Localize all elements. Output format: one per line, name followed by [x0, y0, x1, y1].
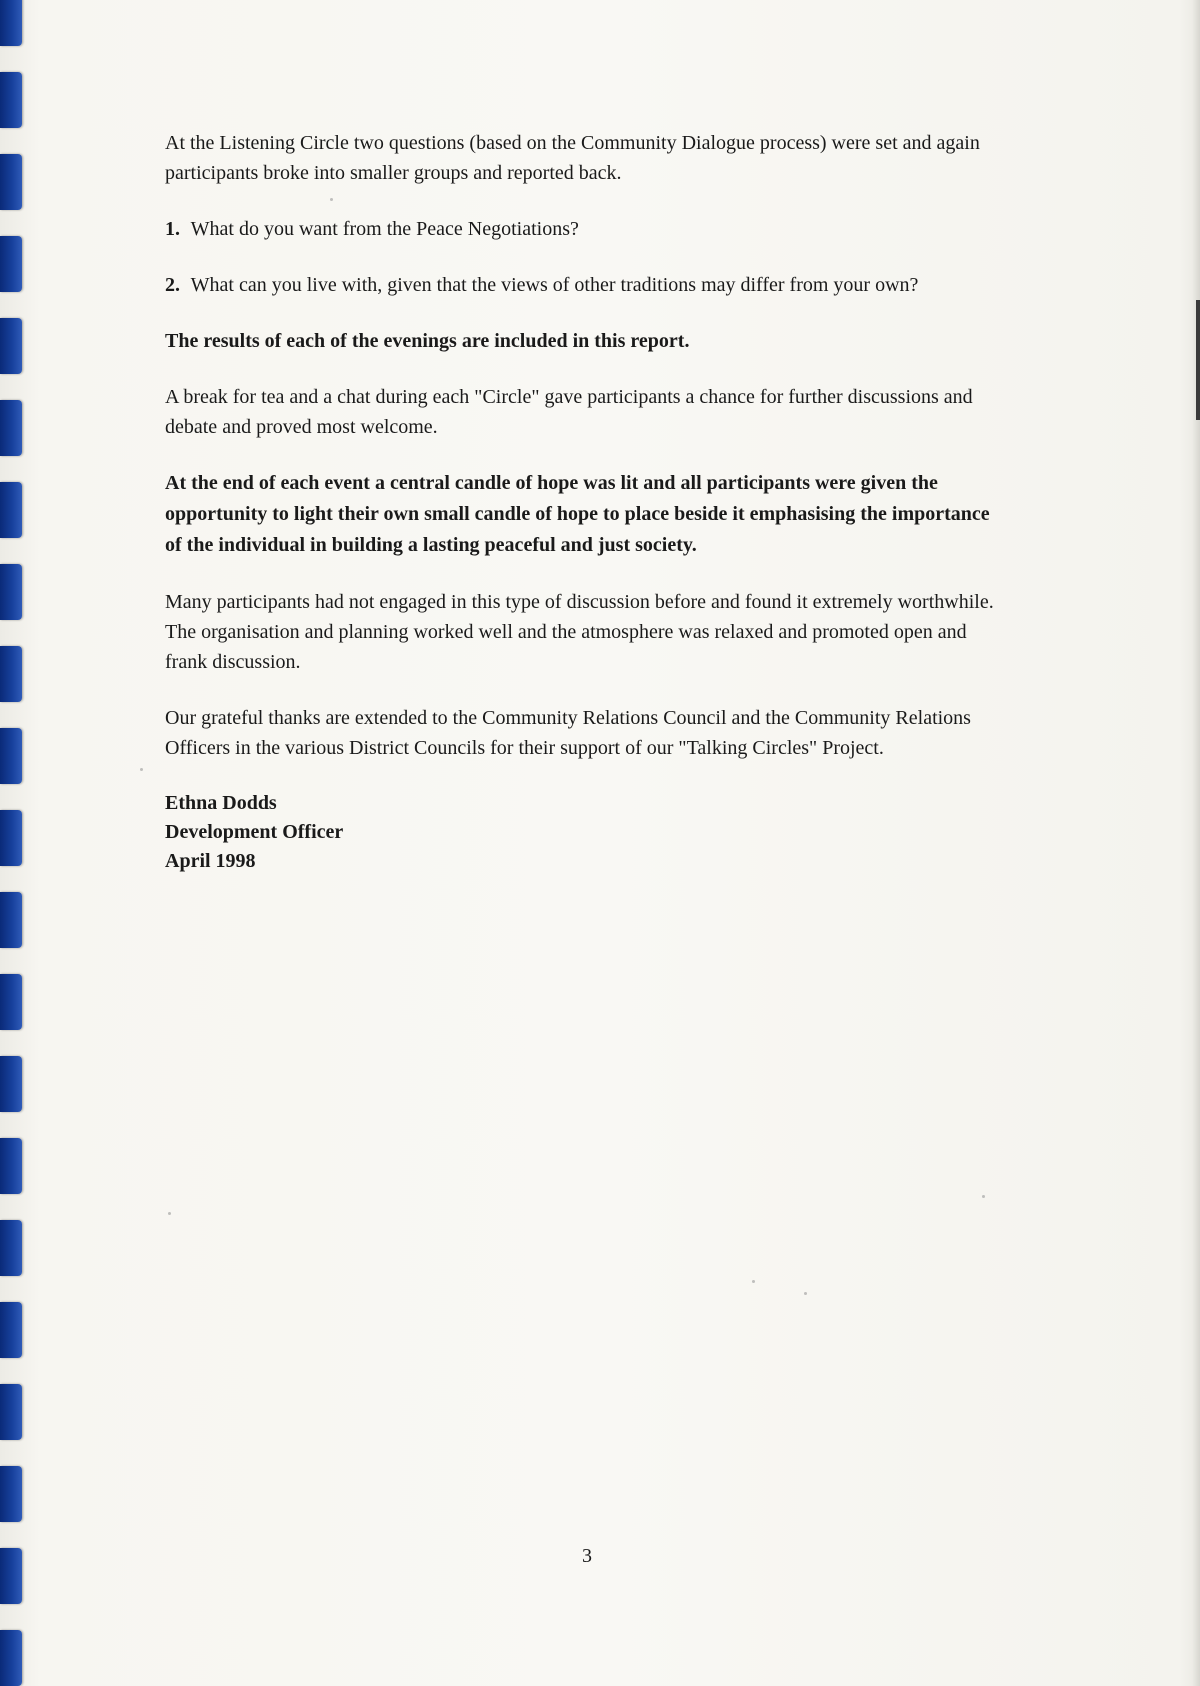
binding-ring: [0, 1466, 22, 1522]
page-number: 3: [582, 1545, 592, 1567]
question-1-text: What do you want from the Peace Negotiations?: [190, 218, 579, 240]
paper-speck: [982, 1195, 985, 1198]
binding-ring: [0, 154, 22, 210]
page-edge-shadow: [1192, 0, 1200, 1686]
question-2-text: What can you live with, given that the views of other traditions may differ from your own?: [190, 274, 919, 296]
candle-paragraph: At the end of each event a central candle of hope was lit and all participants were given the opportunity to light their own small candle of hope to place beside it emphasising the importance of the individual in building a lasting peaceful and just society.: [165, 472, 990, 556]
binding-ring: [0, 564, 22, 620]
signature-block: [165, 789, 1005, 876]
signature-title: Development Officer: [165, 821, 344, 843]
binding-ring: [0, 892, 22, 948]
document-body: [165, 128, 1005, 876]
binding-ring: [0, 1220, 22, 1276]
binding-ring: [0, 646, 22, 702]
binding-ring: [0, 1384, 22, 1440]
binding-ring: [0, 482, 22, 538]
paper-speck: [140, 768, 143, 771]
binding-ring: [0, 1056, 22, 1112]
binding-ring: [0, 810, 22, 866]
binding-ring: [0, 974, 22, 1030]
question-1: [165, 214, 1005, 244]
binding-ring: [0, 72, 22, 128]
binding-ring: [0, 318, 22, 374]
paper-speck: [330, 198, 333, 201]
paper-speck: [804, 1292, 807, 1295]
binding-ring: [0, 236, 22, 292]
thanks-paragraph: Our grateful thanks are extended to the Community Relations Council and the Community Relations Officers in the various District Councils for their support of our "Talking Circles" Project.: [165, 707, 971, 759]
signature-name: Ethna Dodds: [165, 792, 277, 814]
results-note: The results of each of the evenings are included in this report.: [165, 330, 690, 352]
paper-speck: [168, 1212, 171, 1215]
binding-ring: [0, 400, 22, 456]
question-2-number: 2.: [165, 274, 180, 296]
participants-paragraph: Many participants had not engaged in this type of discussion before and found it extremely worthwhile. The organisation and planning worked well and the atmosphere was relaxed and promoted open and frank discussion.: [165, 591, 994, 673]
question-2: [165, 270, 1005, 300]
tea-break-paragraph: A break for tea and a chat during each "Circle" gave participants a chance for further discussions and debate and proved most welcome.: [165, 386, 973, 438]
spiral-binding: [0, 0, 26, 1686]
question-1-number: 1.: [165, 218, 180, 240]
binding-ring: [0, 1630, 22, 1686]
binding-ring: [0, 0, 22, 46]
binding-ring: [0, 1548, 22, 1604]
binding-ring: [0, 728, 22, 784]
binding-ring: [0, 1138, 22, 1194]
signature-date: April 1998: [165, 850, 256, 872]
page-edge-mark: [1196, 300, 1200, 420]
intro-paragraph: At the Listening Circle two questions (based on the Community Dialogue process) were set and again participants broke into smaller groups and reported back.: [165, 132, 980, 184]
binding-ring: [0, 1302, 22, 1358]
paper-speck: [752, 1280, 755, 1283]
